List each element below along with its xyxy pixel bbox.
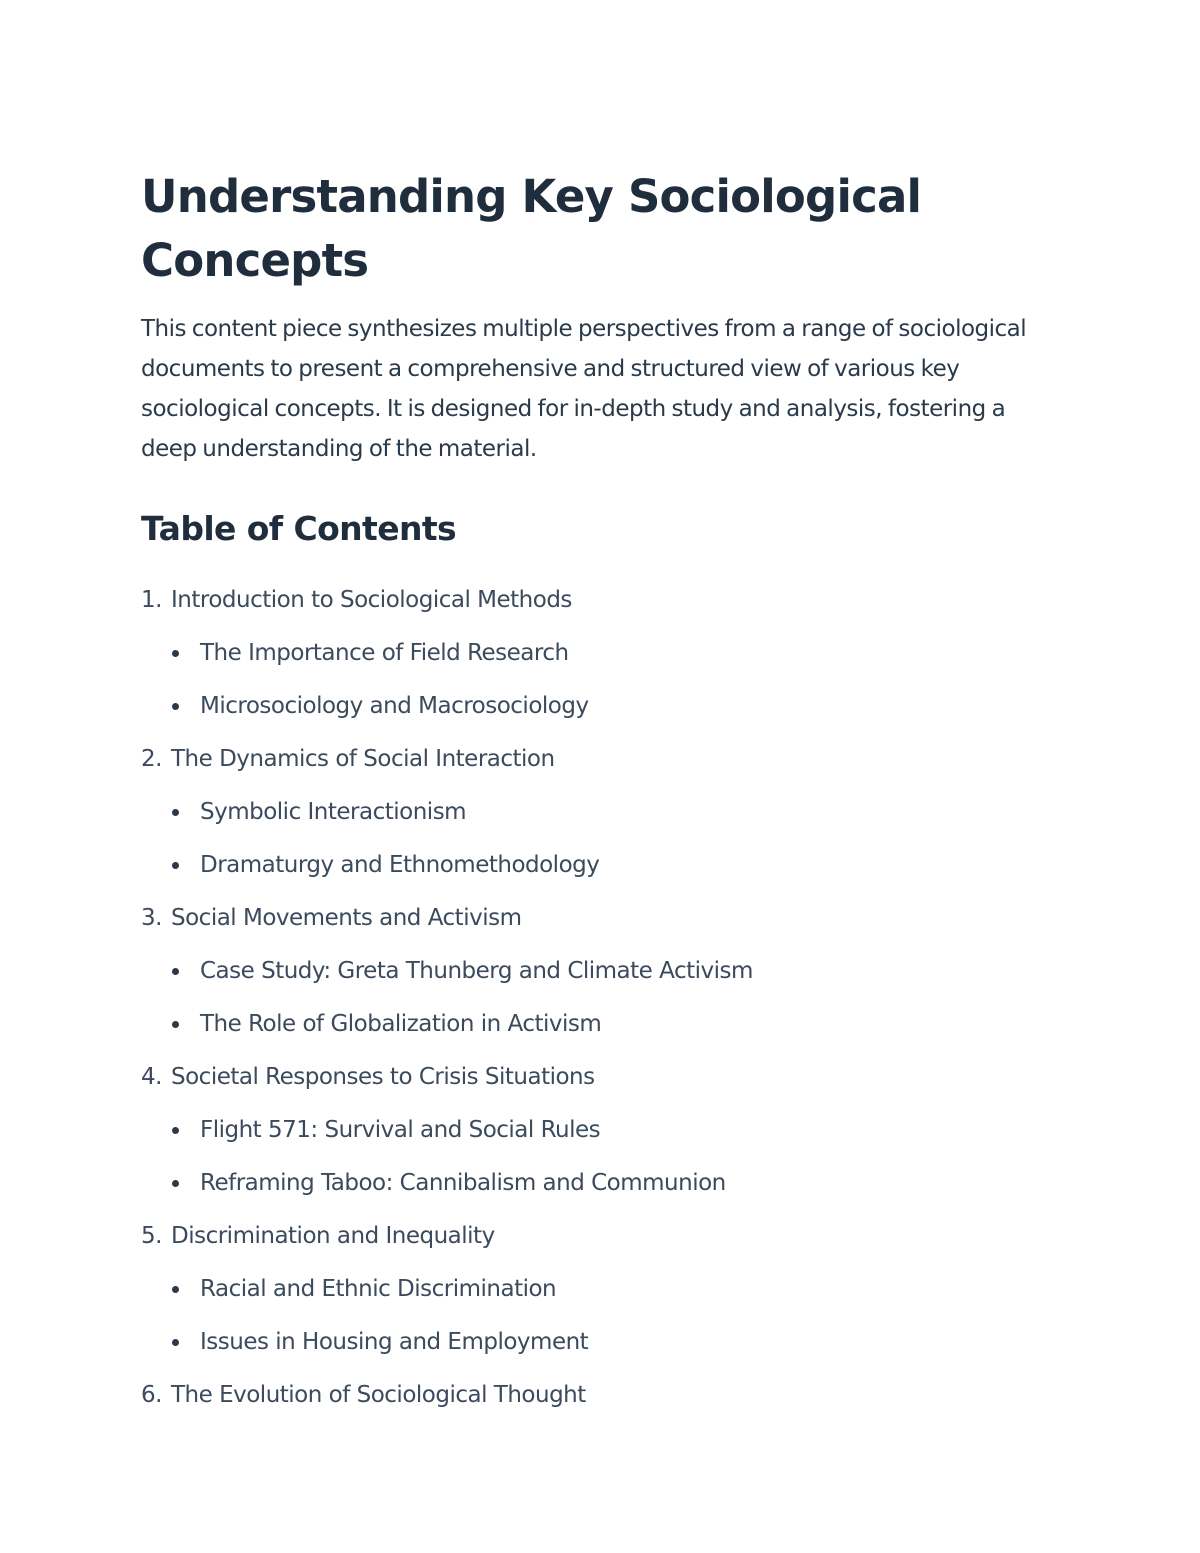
toc-sublist <box>141 1263 1061 1369</box>
toc-sublist <box>141 1104 1061 1210</box>
toc-subitem-label: Reframing Taboo: Cannibalism and Communion <box>200 1170 726 1196</box>
toc-item-label: The Evolution of Sociological Thought <box>171 1382 586 1408</box>
toc-sublist <box>141 786 1061 892</box>
toc-section <box>141 574 1061 733</box>
toc-subitem <box>141 1157 1061 1210</box>
toc-item-label: Social Movements and Activism <box>171 905 522 931</box>
intro-paragraph: This content piece synthesizes multiple perspectives from a range of sociological documents to present a comprehensive and structured view of various key sociological concepts. It is designed for in-depth study and analysis, fostering a deep understanding of the material. <box>141 316 1027 462</box>
toc-subitem <box>141 786 1061 839</box>
toc-subitem-label: The Role of Globalization in Activism <box>200 1011 602 1037</box>
toc-subitem <box>141 1104 1061 1157</box>
bullet-icon <box>172 650 179 657</box>
toc-section <box>141 733 1061 892</box>
bullet-icon <box>172 1021 179 1028</box>
toc-section <box>141 1210 1061 1369</box>
toc-subitem-label: Racial and Ethnic Discrimination <box>200 1276 557 1302</box>
toc-subitem-label: Flight 571: Survival and Social Rules <box>200 1117 601 1143</box>
toc-item-number: 3. <box>141 905 162 931</box>
toc-item <box>141 1210 1061 1263</box>
toc-sublist <box>141 945 1061 1051</box>
toc-item-number: 1. <box>141 587 162 613</box>
toc-item-number: 2. <box>141 746 162 772</box>
toc-item-number: 5. <box>141 1223 162 1249</box>
bullet-icon <box>172 703 179 710</box>
document-title: Understanding Key Sociological Concepts <box>141 170 922 287</box>
toc-subitem-label: Symbolic Interactionism <box>200 799 467 825</box>
toc-item-label: Societal Responses to Crisis Situations <box>171 1064 595 1090</box>
toc-item <box>141 892 1061 945</box>
toc-subitem <box>141 945 1061 998</box>
toc-subitem <box>141 1263 1061 1316</box>
toc-subitem-label: Issues in Housing and Employment <box>200 1329 589 1355</box>
toc-section <box>141 1369 1061 1422</box>
toc-subitem <box>141 680 1061 733</box>
toc-item-number: 6. <box>141 1382 162 1408</box>
bullet-icon <box>172 968 179 975</box>
table-of-contents <box>141 574 1061 1422</box>
toc-subitem-label: Dramaturgy and Ethnomethodology <box>200 852 600 878</box>
toc-item-number: 4. <box>141 1064 162 1090</box>
document-page <box>141 165 1061 1422</box>
toc-item-label: The Dynamics of Social Interaction <box>171 746 555 772</box>
toc-item-label: Introduction to Sociological Methods <box>171 587 572 613</box>
toc-subitem-label: The Importance of Field Research <box>200 640 569 666</box>
bullet-icon <box>172 1127 179 1134</box>
bullet-icon <box>172 862 179 869</box>
bullet-icon <box>172 1286 179 1293</box>
toc-item <box>141 1051 1061 1104</box>
toc-sublist <box>141 627 1061 733</box>
toc-item <box>141 574 1061 627</box>
toc-subitem <box>141 839 1061 892</box>
bullet-icon <box>172 809 179 816</box>
toc-subitem <box>141 627 1061 680</box>
toc-section <box>141 1051 1061 1210</box>
toc-item <box>141 1369 1061 1422</box>
toc-section <box>141 892 1061 1051</box>
toc-subitem-label: Microsociology and Macrosociology <box>200 693 589 719</box>
toc-subitem <box>141 998 1061 1051</box>
toc-heading: Table of Contents <box>141 509 457 548</box>
toc-item <box>141 733 1061 786</box>
toc-subitem <box>141 1316 1061 1369</box>
bullet-icon <box>172 1339 179 1346</box>
toc-item-label: Discrimination and Inequality <box>171 1223 495 1249</box>
toc-subitem-label: Case Study: Greta Thunberg and Climate Activism <box>200 958 753 984</box>
bullet-icon <box>172 1180 179 1187</box>
